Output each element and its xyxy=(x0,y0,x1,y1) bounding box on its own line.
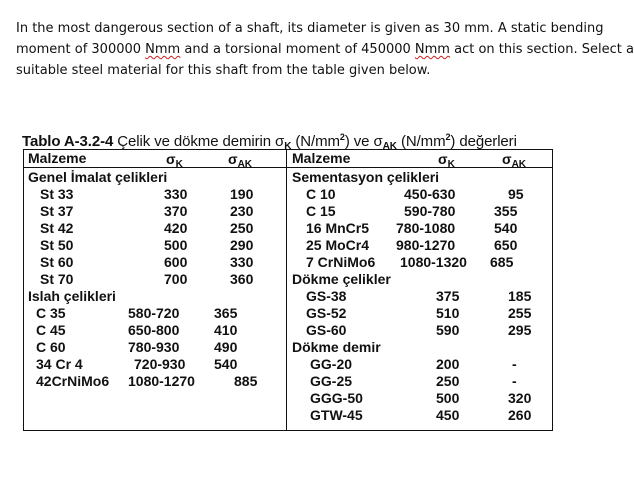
header-sigma-ak-left xyxy=(228,151,252,173)
sigma-ak-value: - xyxy=(512,373,517,389)
spell-flag-unit: Nmm xyxy=(414,42,450,57)
caption-id: Tablo A-3.2-4 xyxy=(22,133,114,150)
sigma-ak-value: 540 xyxy=(214,356,238,372)
subscript: AK xyxy=(237,159,253,170)
sigma-ak-value: 490 xyxy=(214,339,238,355)
question-line-1: In the most dangerous section of a shaft, its diameter is given as 30 mm. A static bending xyxy=(16,21,604,36)
material-name: 34 Cr 4 xyxy=(36,356,83,372)
group-heading: Sementasyon çelikleri xyxy=(292,169,440,185)
sigma-ak-value: 360 xyxy=(230,271,254,287)
material-name: 25 MoCr4 xyxy=(306,237,370,253)
material-name: C 15 xyxy=(306,203,336,219)
sigma-ak-value: 355 xyxy=(494,203,518,219)
material-name: GS-60 xyxy=(306,322,347,338)
sigma-k-value: 1080-1320 xyxy=(400,254,467,270)
caption-sub-ak: AK xyxy=(382,141,397,152)
sigma-ak-value: - xyxy=(512,356,517,372)
header-material-left: Malzeme xyxy=(28,150,87,166)
sigma-ak-value: 330 xyxy=(230,254,254,270)
caption-text: Çelik ve dökme demirin σ xyxy=(117,133,285,150)
question-line-2 xyxy=(16,39,634,60)
header-sigma-k-right xyxy=(438,151,455,173)
sigma-ak-value: 255 xyxy=(508,305,532,321)
sigma-ak-value: 365 xyxy=(214,305,238,321)
question-line-2-part-c: act on this section. Select a xyxy=(449,42,634,57)
material-name: C 60 xyxy=(36,339,66,355)
question-text xyxy=(16,18,634,81)
caption-unit: ) ve σ xyxy=(344,133,383,150)
sigma-ak-value: 260 xyxy=(508,407,532,423)
material-name: GG-20 xyxy=(310,356,353,372)
sigma-ak-value: 290 xyxy=(230,237,254,253)
question-line-3: suitable steel material for this shaft from the table given below. xyxy=(16,63,431,78)
sigma-ak-value: 885 xyxy=(234,373,258,389)
material-name: St 60 xyxy=(40,254,74,270)
caption-sup: 2 xyxy=(339,132,345,142)
material-name: 16 MnCr5 xyxy=(306,220,370,236)
material-name: 7 CrNiMo6 xyxy=(306,254,376,270)
material-name: GS-52 xyxy=(306,305,347,321)
caption-unit: (N/mm xyxy=(396,133,446,150)
sigma-ak-value: 410 xyxy=(214,322,238,338)
sigma-symbol: σ xyxy=(228,151,238,167)
sigma-k-value: 500 xyxy=(436,390,460,406)
question-line-2-part-a: moment of 300000 xyxy=(16,42,146,57)
sigma-k-value: 600 xyxy=(164,254,188,270)
caption-sub-k: K xyxy=(284,141,292,152)
material-name: C 45 xyxy=(36,322,66,338)
sigma-ak-value: 540 xyxy=(494,220,518,236)
sigma-symbol: σ xyxy=(502,151,512,167)
subscript: K xyxy=(175,159,183,170)
sigma-k-value: 980-1270 xyxy=(396,237,456,253)
material-name: St 50 xyxy=(40,237,74,253)
header-material-right: Malzeme xyxy=(292,150,351,166)
table-frame xyxy=(23,149,553,431)
sigma-ak-value: 320 xyxy=(508,390,532,406)
material-name: C 10 xyxy=(306,186,336,202)
sigma-k-value: 330 xyxy=(164,186,188,202)
material-name: GTW-45 xyxy=(310,407,363,423)
sigma-k-value: 450-630 xyxy=(404,186,456,202)
group-heading: Genel İmalat çelikleri xyxy=(28,169,168,185)
material-name: GS-38 xyxy=(306,288,347,304)
sigma-k-value: 200 xyxy=(436,356,460,372)
sigma-ak-value: 685 xyxy=(490,254,514,270)
material-name: GG-25 xyxy=(310,373,353,389)
spell-flag-unit: Nmm xyxy=(145,42,181,57)
caption-unit: ) değerleri xyxy=(450,133,517,150)
material-name: St 37 xyxy=(40,203,74,219)
sigma-k-value: 1080-1270 xyxy=(128,373,195,389)
sigma-ak-value: 185 xyxy=(508,288,532,304)
sigma-k-value: 700 xyxy=(164,271,188,287)
sigma-symbol: σ xyxy=(438,151,448,167)
material-name: St 33 xyxy=(40,186,74,202)
material-name: GGG-50 xyxy=(310,390,363,406)
material-name: St 42 xyxy=(40,220,74,236)
material-name: C 35 xyxy=(36,305,66,321)
sigma-k-value: 420 xyxy=(164,220,188,236)
subscript: K xyxy=(447,159,455,170)
sigma-ak-value: 95 xyxy=(508,186,524,202)
sigma-ak-value: 250 xyxy=(230,220,254,236)
caption-unit: (N/mm xyxy=(291,133,340,150)
sigma-k-value: 370 xyxy=(164,203,188,219)
sigma-k-value: 590 xyxy=(436,322,460,338)
sigma-k-value: 450 xyxy=(436,407,460,423)
material-name: 42CrNiMo6 xyxy=(36,373,110,389)
sigma-ak-value: 230 xyxy=(230,203,254,219)
sigma-symbol: σ xyxy=(166,151,176,167)
group-heading: Dökme çelikler xyxy=(292,271,391,287)
sigma-k-value: 650-800 xyxy=(128,322,180,338)
caption-sup: 2 xyxy=(445,132,451,142)
sigma-k-value: 580-720 xyxy=(128,305,180,321)
material-table-image xyxy=(20,131,585,456)
header-sigma-ak-right xyxy=(502,151,526,173)
sigma-k-value: 590-780 xyxy=(404,203,456,219)
group-heading: Islah çelikleri xyxy=(28,288,116,304)
sigma-k-value: 375 xyxy=(436,288,460,304)
column-divider xyxy=(286,150,287,430)
header-sigma-k-left xyxy=(166,151,183,173)
sigma-k-value: 720-930 xyxy=(134,356,186,372)
sigma-ak-value: 295 xyxy=(508,322,532,338)
sigma-ak-value: 190 xyxy=(230,186,254,202)
group-heading: Dökme demir xyxy=(292,339,381,355)
material-name: St 70 xyxy=(40,271,74,287)
question-line-2-part-b: and a torsional moment of 450000 xyxy=(180,42,415,57)
sigma-k-value: 250 xyxy=(436,373,460,389)
sigma-k-value: 510 xyxy=(436,305,460,321)
sigma-ak-value: 650 xyxy=(494,237,518,253)
subscript: AK xyxy=(511,159,527,170)
sigma-k-value: 500 xyxy=(164,237,188,253)
header-divider xyxy=(24,167,552,168)
sigma-k-value: 780-930 xyxy=(128,339,180,355)
sigma-k-value: 780-1080 xyxy=(396,220,456,236)
